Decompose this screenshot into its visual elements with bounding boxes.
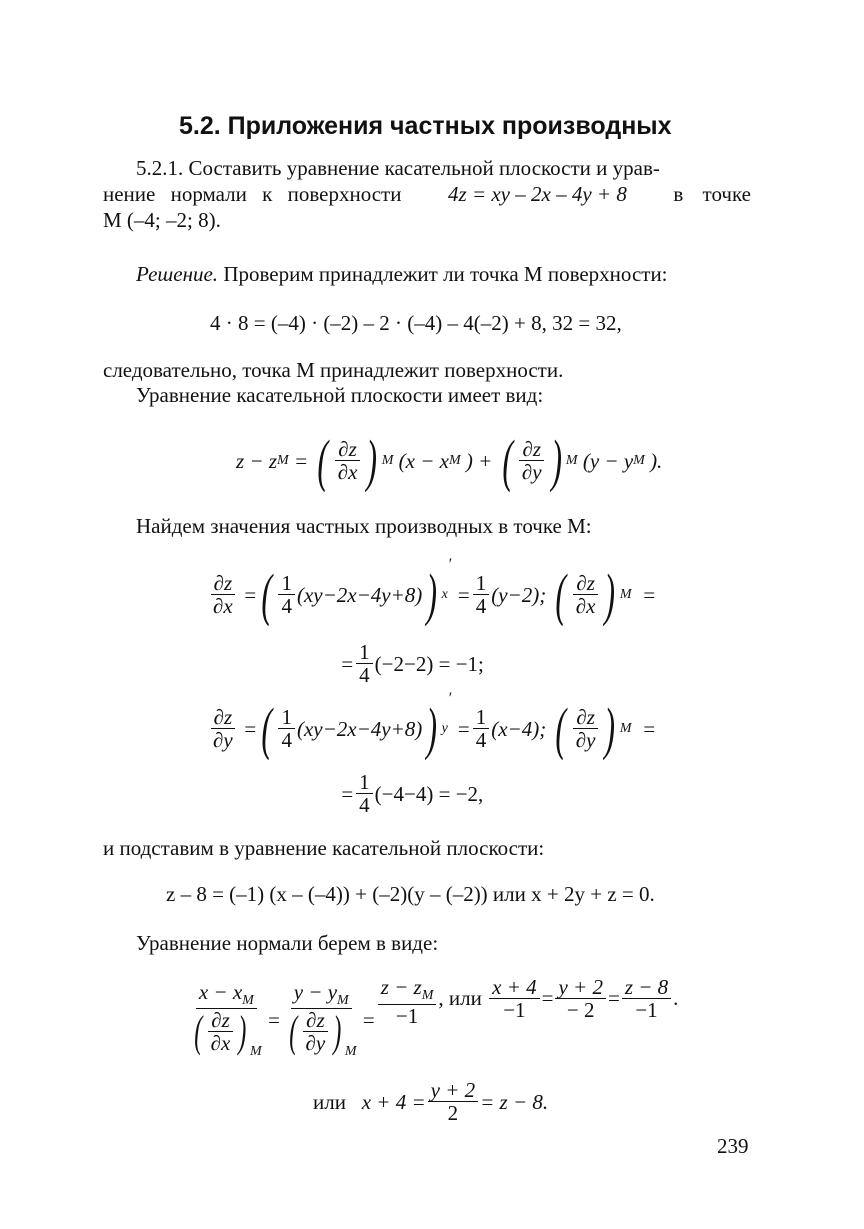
or-word-2: или — [313, 1089, 346, 1114]
or-word-1: или — [448, 986, 482, 1010]
point-m: M (–4; –2; 8). — [103, 208, 221, 232]
solution-label: Решение. — [136, 262, 219, 286]
partial-y-value: = $\frac{1}{4}$ (−4−4) = −2, — [340, 769, 484, 817]
surface-equation: 4z = xy – 2x – 4y + 8 — [448, 182, 627, 206]
section-title: 5.2. Приложения частных производных — [179, 112, 672, 140]
solution-text-3: Уравнение касательной плоскости имеет вид: — [136, 383, 544, 407]
solution-text-2: следовательно, точка M принадлежит поверхности. — [103, 358, 564, 382]
solution-line-1 — [136, 262, 668, 287]
partial-y-derivation: $\frac{\partial z}{\partial y}$ = ( $\frac{1}{4}$ (xy−2x−4y+8) ) y ′ = $\frac{1}{4}$ (x−4); ( $\frac{\partial z}{\partial y}$ ) M = — [208, 696, 656, 762]
tangent-plane-formula: z − z M = ( $\frac{\partial z}{\partial x}$ ) M (x − x M ) + ( $\frac{\partial z}{\partial y}$ ) M (y − y M ). — [236, 428, 663, 493]
page-number: 239 — [717, 1134, 749, 1158]
normal-line-simplified: или x + 4 = $\frac{y + 2}{2}$ = z − 8. — [313, 1077, 549, 1125]
solution-text-4: Найдем значения частных производных в точке M: — [136, 514, 592, 538]
solution-text-5: и подставим в уравнение касательной плоскости: — [103, 836, 545, 860]
problem-line-1: 5.2.1. Составить уравнение касательной плоскости и урав- — [136, 156, 660, 180]
solution-text-1: Проверим принадлежит ли точка M поверхности: — [223, 262, 668, 286]
partial-x-value: = $\frac{1}{4}$ (−2−2) = −1; — [340, 639, 484, 687]
check-equation: 4 · 8 = (–4) · (–2) – 2 · (–4) – 4(–2) + 8, 32 = 32, — [210, 311, 622, 335]
solution-text-6: Уравнение нормали берем в виде: — [136, 931, 439, 955]
tangent-plane-result: z – 8 = (–1) (x – (–4)) + (–2)(y – (–2)) или x + 2y + z = 0. — [166, 882, 655, 906]
problem-line-2-text: нение нормали к поверхности — [103, 182, 402, 206]
normal-line-formula: $x - x_M$ ( $\frac{\partial z}{\partial x}$ ) $_M$ = $y - y_M$ ( $\frac{\partial z}{\partial y}$ ) $_M$ = $\frac{z - z_M}{-1}$ , или $\frac{x + 4}{-1}$ = $\frac{y + 2}{- 2}$ = $\frac{z - 8}{-1}$ . — [194, 975, 679, 1060]
problem-line-2 — [103, 182, 751, 207]
problem-line-2-end: в точке — [673, 182, 751, 206]
partial-x-derivation: $\frac{\partial z}{\partial x}$ = ( $\frac{1}{4}$ (xy−2x−4y+8) ) x ′ = $\frac{1}{4}$ (y−2); ( $\frac{\partial z}{\partial x}$ ) M = — [208, 562, 656, 628]
